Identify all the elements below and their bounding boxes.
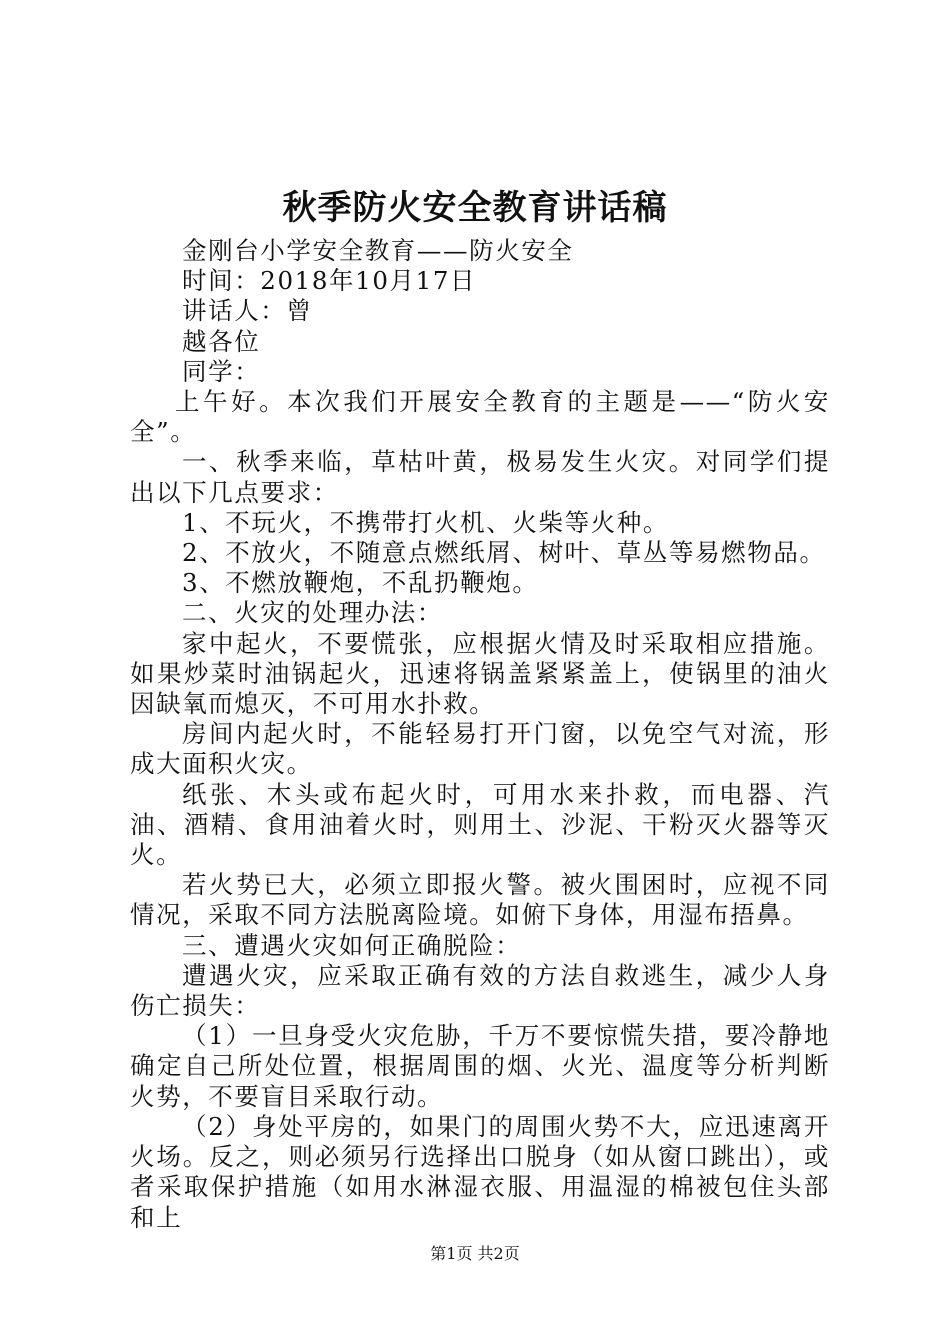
paragraph-time: 时间：2018年10月17日: [182, 266, 477, 296]
paragraph-greeting-2: 同学：: [182, 356, 261, 386]
paragraph-section-3: 三、遭遇火灾如何正确脱险：: [182, 930, 522, 960]
paragraph-rule-2: 2、不放火，不随意点燃纸屑、树叶、草丛等易燃物品。: [182, 538, 826, 568]
paragraph-room-fire: 房间内起火时，不能轻易打开门窗，以免空气对流，形成大面积火灾。: [130, 719, 830, 779]
paragraph-home-fire: 家中起火，不要慌张，应根据火情及时采取相应措施。如果炒菜时油锅起火，迅速将锅盖紧紧盖上，使锅里的油火因缺氧而熄灭，不可用水扑救。: [130, 628, 830, 719]
paragraph-section-1: 一、秋季来临，草枯叶黄，极易发生火灾。对同学们提出以下几点要求：: [130, 447, 830, 507]
paragraph-materials-fire: 纸张、木头或布起火时，可用水来扑救，而电器、汽油、酒精、食用油着火时，则用土、沙泥、干粉灭火器等灭火。: [130, 779, 830, 870]
paragraph-escape-1: （1）一旦身受火灾危胁，千万不要惊慌失措，要冷静地确定自己所处位置，根据周围的烟、火光、温度等分析判断火势，不要盲目采取行动。: [130, 1021, 830, 1111]
paragraph-large-fire: 若火势已大，必须立即报火警。被火围困时，应视不同情况，采取不同方法脱离险境。如俯下身体，用湿布捂鼻。: [130, 870, 830, 930]
paragraph-section-2: 二、火灾的处理办法：: [182, 598, 443, 628]
page-footer: 第1页 共2页: [430, 1244, 520, 1263]
paragraph-speaker: 讲话人：曾: [182, 296, 313, 326]
document-body: [130, 236, 830, 1233]
paragraph-escape-intro: 遭遇火灾，应采取正确有效的方法自救逃生，减少人身伤亡损失：: [130, 960, 830, 1021]
paragraph-greeting-1: 越各位: [182, 326, 261, 356]
document-title: 秋季防火安全教育讲话稿: [282, 188, 668, 228]
paragraph-rule-3: 3、不燃放鞭炮，不乱扔鞭炮。: [182, 568, 539, 598]
paragraph-subtitle: 金刚台小学安全教育——防火安全: [182, 236, 574, 265]
paragraph-escape-2: （2）身处平房的，如果门的周围火势不大，应迅速离开火场。反之，则必须另行选择出口脱身（如从窗口跳出），或者采取保护措施（如用水淋湿衣服、用温湿的棉被包住头部和上: [130, 1111, 830, 1232]
paragraph-rule-1: 1、不玩火，不携带打火机、火柴等火种。: [182, 507, 669, 537]
paragraph-intro: 上午好。本次我们开展安全教育的主题是——“防火安全”。: [130, 387, 830, 447]
